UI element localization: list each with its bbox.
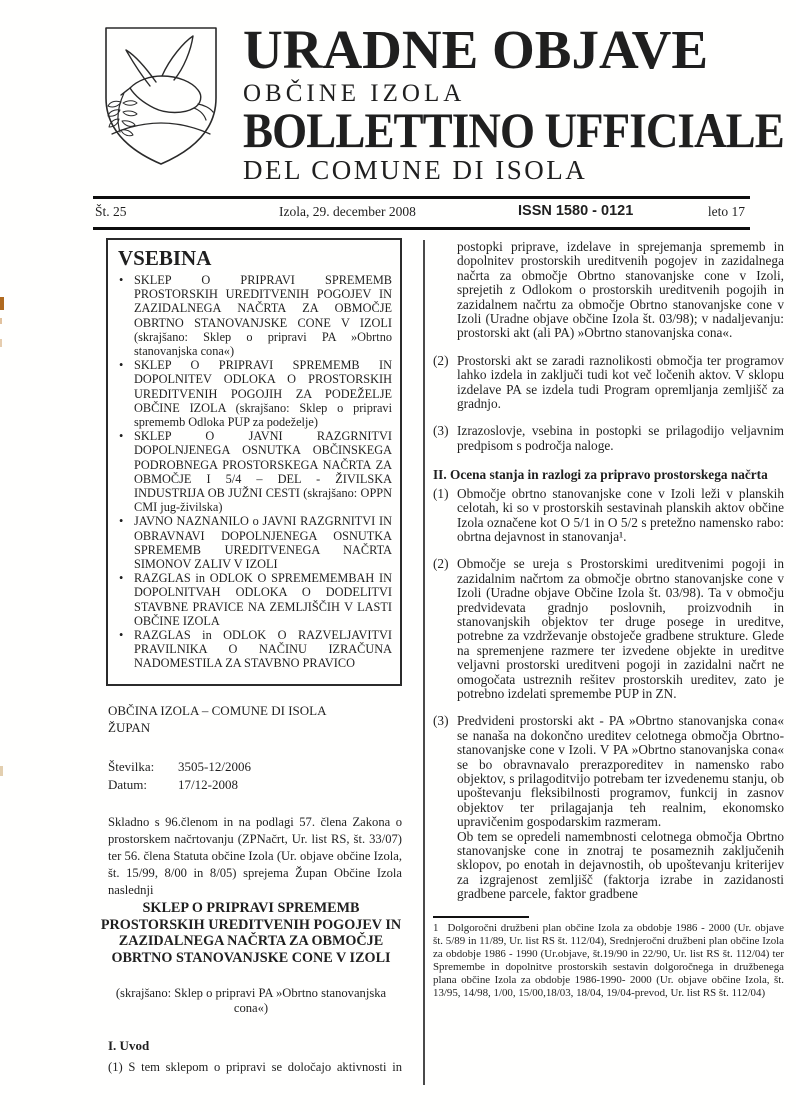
act-title: SKLEP O PRIPRAVI SPREMEMB PROSTORSKIH UREDITVENIH POGOJEV IN ZAZIDALNEGA NAČRTA ZA OBMOČJE OBRTNO STANOVANJSKE CONE V IZOLI bbox=[100, 900, 402, 966]
reference-date-label: Datum: bbox=[108, 776, 147, 792]
paragraph-3 bbox=[433, 424, 784, 453]
masthead-title-slovenian: URADNE OBJAVE bbox=[243, 19, 709, 80]
olive-leaf bbox=[122, 121, 135, 127]
paragraph-number: (3) bbox=[433, 423, 449, 439]
toc-heading: VSEBINA bbox=[118, 246, 212, 270]
toc-item: • RAZGLAS in ODLOK O RAZVELJAVITVI PRAVILNIKA O NAČINU IZRAČUNA NADOMESTILA ZA STAVBNO PRAVICO bbox=[116, 628, 392, 671]
footnote-number: 1 bbox=[433, 921, 439, 934]
masthead-titles bbox=[243, 19, 784, 185]
scan-artifact bbox=[0, 766, 3, 776]
masthead-subtitle-italian: DEL COMUNE DI ISOLA bbox=[243, 155, 588, 185]
paragraph-number: (2) bbox=[433, 556, 449, 572]
paragraph-text: Izrazoslovje, vsebina in postopki se prilagodijo veljavnim predpisom s področja naloge. bbox=[457, 423, 784, 453]
toc-item: • SKLEP O PRIPRAVI SPREMEMB IN DOPOLNITEV ODLOKA O PROSTORSKIH UREDITVENIH POGOJIH ZA PODEŽELJE OBČINE IZOLA (skrajšano: Sklep o pripravi sprememb Odloka PUP za podeželje) bbox=[116, 358, 392, 429]
olive-leaf bbox=[123, 111, 137, 116]
section-2-paragraph-1 bbox=[433, 487, 784, 545]
paragraph-number: (2) bbox=[433, 352, 449, 368]
paragraph-number: (3) bbox=[433, 713, 449, 729]
right-column bbox=[433, 240, 784, 1000]
column-divider bbox=[423, 240, 425, 1085]
toc-item: • JAVNO NAZNANILO o JAVNI RAZGRNITVI IN OBRAVNAVI DOPOLNJENEGA OSNUTKA SPREMEMB UREDITVENEGA NAČRTA SIMONOV ZALIV V IZOLI bbox=[116, 514, 392, 571]
section-2-paragraph-3 bbox=[433, 714, 784, 829]
masthead-title-italian: BOLLETTINO UFFICIALE bbox=[243, 102, 784, 158]
section-2-heading: II. Ocena stanja in razlogi za pripravo prostorskega načrta bbox=[433, 467, 768, 483]
issue-number: Št. 25 bbox=[95, 204, 127, 219]
act-subtitle: (skrajšano: Sklep o pripravi PA »Obrtno stanovanjska cona«) bbox=[115, 986, 387, 1015]
issn-number: ISSN 1580 - 0121 bbox=[518, 203, 634, 219]
footnote-text: Dolgoročni družbeni plan občine Izola za obdobje 1986 - 2000 (Ur. objave št. 5/89 in 11/89, Ur. list RS št. 112/04), Srednjeročni družbeni plan občine Izola za obdobje 1986 - 1990 (Ur.objave, št.19/90 in 22/90, Ur. list RS št. 112/04) ter Spremembe in dopolnitve prostorskih sestavin dolgoročnega in družbenega plana občine Izola za obdobje 1986-1990- 2000 (Ur. objave občine Izola, št. 13/95, 14/98, 1/00, 15/00,18/03, 18/04, 19/04-prevod, Ur. list RS št. 112/04) bbox=[433, 921, 784, 999]
coat-of-arms-logo bbox=[100, 24, 222, 170]
paragraph-1-continuation: postopki priprave, izdelave in sprejemanja sprememb in dopolnitev prostorskih ureditvenih pogojev in zazidalnega načrta za območje Obrtno stanovanjske cone v Izoli, sprejetih z Odlokom o prostorskih ureditvenih pogojih in zazidalnem načrtu za območje Obrtno stanovanjske cone v Izoli (Uradne objave občine Izola št. 03/98); v nadaljevanju: prostorski akt (ali PA) »Obrtno stanovanjska cona«. bbox=[457, 239, 784, 341]
issue-info-bar bbox=[93, 199, 750, 227]
reference-number-row bbox=[108, 758, 404, 776]
footnote-separator bbox=[433, 916, 529, 918]
hill-arc bbox=[112, 123, 210, 134]
paragraph-text: Območje se ureja s Prostorskimi ureditvenimi pogoji in zazidalnim načrtom za območje obrtno stanovanjske cone v Izoli (Uradne objave Občine Izola št. 03/98). Ta v območju predvidevata gradnjo poslovnih, proizvodnih in stanovanjskih objektov ter druge posege in ureditve, potrebne za vzdrževanje obstoječe gradbene strukture. Glede na spremenjene razmere ter izvedene objekte in ureditve veljavni prostorski ureditveni pogoji in zazidalni načrt ne omogočata ustreznih rešitev prostorskih ureditev, zato je potrebno izdelati spremembe PUP in ZN. bbox=[457, 556, 784, 701]
section-2-paragraph-3-continued: Ob tem se opredeli namembnosti celotnega območja Obrtno stanovanjske cone in znotraj te posameznih zaključenih sklopov, po enotah in dejavnostih, ob upoštevanju kriterijev za izgrajenost zemljišč (faktorja izrabe in zazidanosti gradbene parcele, faktor gradbene bbox=[457, 828, 784, 902]
document-reference bbox=[108, 758, 404, 793]
table-of-contents-box bbox=[106, 238, 402, 686]
header-rule-bottom bbox=[93, 227, 750, 230]
legal-basis-paragraph: Skladno s 96.členom in na podlagi 57. člena Zakona o prostorskem načrtovanju (ZPNačrt, Ur. list RS, št. 33/07) ter 56. člena Statuta občine Izola (Ur. objave občine Izola, št. 15/99, 8/00 in 8/05) sprejema Župan Občine Izola naslednji bbox=[108, 815, 402, 897]
issue-place-date: Izola, 29. december 2008 bbox=[279, 204, 416, 219]
paragraph-text: Predvideni prostorski akt - PA »Obrtno stanovanjska cona« se nanaša na dokončno ureditev celotnega območja Obrtno-stanovanjske cone v Izoli. V PA »Obrtno stanovanjska cona« se bo obravnavalo prerazporeditev in namensko rabo objektov, s prilagoditvijo potrebam ter izvedenemu stanju, ob upoštevanju fleksibilnosti programov, funkcij in zasnov objektov ter prilagajanja teh realnim, ekonomsko upravičenim gospodarskim razmeram. bbox=[457, 713, 784, 830]
olive-leaf bbox=[123, 101, 137, 106]
toc-list bbox=[116, 273, 392, 671]
scan-artifact bbox=[0, 339, 2, 347]
paragraph-2 bbox=[433, 354, 784, 412]
toc-item: • SKLEP O JAVNI RAZGRNITVI DOPOLNJENEGA OSNUTKA OBČINSKEGA PODROBNEGA PROSTORSKEGA NAČRTA ZA OBMOČJE I 5/4 – DEL - ŽIVILSKA INDUSTRIJA OB JUŽNI CESTI (skrajšano: OPPN CMI jug-živilska) bbox=[116, 429, 392, 514]
reference-number-label: Številka: bbox=[108, 759, 155, 774]
olive-leaf bbox=[121, 130, 133, 136]
scan-artifact bbox=[0, 297, 4, 310]
mayor-office: ŽUPAN bbox=[108, 720, 151, 735]
issuing-authority bbox=[108, 702, 404, 736]
paragraph-text: Območje obrtno stanovanjske cone v Izoli leži v planskih celotah, ki so v prostorskih sestavinah planskih aktov občine Izola označene kot O 5/1 in O 5/2 s pretežno namensko rabo: obrtna dejavnost in stanovanja¹. bbox=[457, 485, 784, 544]
reference-number-value: 3505-12/2006 bbox=[178, 759, 251, 774]
section-2-paragraph-2 bbox=[433, 557, 784, 701]
footnote-1 bbox=[433, 922, 784, 1000]
toc-item: • SKLEP O PRIPRAVI SPREMEMB PROSTORSKIH UREDITVENIH POGOJEV IN ZAZIDALNEGA NAČRTA ZA OBMOČJE OBRTNO STANOVANJSKE CONE V IZOLI (skrajšano: Sklep o pripravi PA »Obrtno stanovanjska cona«) bbox=[116, 273, 392, 358]
section-1-heading: I. Uvod bbox=[108, 1038, 150, 1053]
section-1-paragraph-1: (1) S tem sklepom o pripravi se določajo aktivnosti in bbox=[108, 1060, 402, 1074]
toc-item: • RAZGLAS in ODLOK O SPREMEMEMBAH IN DOPOLNITVAH ODLOKA O DODELITVI STAVBNE PRAVICE NA ZEMLJIŠČIH V LASTI OBČINE IZOLA bbox=[116, 571, 392, 628]
reference-date-row bbox=[108, 776, 404, 794]
paragraph-text: Prostorski akt se zaradi raznolikosti območja ter programov lahko izdela in zaključi tudi kot več ločenih aktov. V sklopu izdelave PA se izdela tudi Program opremljanja zemljišč za gradnjo. bbox=[457, 352, 784, 412]
paragraph-number: (1) bbox=[433, 485, 449, 501]
scan-artifact bbox=[0, 318, 2, 324]
reference-date-value: 17/12-2008 bbox=[178, 776, 238, 792]
dove-beak bbox=[121, 88, 130, 95]
masthead-subtitle-slovenian: OBČINE IZOLA bbox=[243, 80, 466, 107]
dove-back-wing bbox=[162, 36, 193, 80]
issue-year: leto 17 bbox=[707, 204, 745, 219]
dove-body bbox=[130, 76, 201, 113]
municipality-name: OBČINA IZOLA – COMUNE DI ISOLA bbox=[108, 703, 327, 718]
